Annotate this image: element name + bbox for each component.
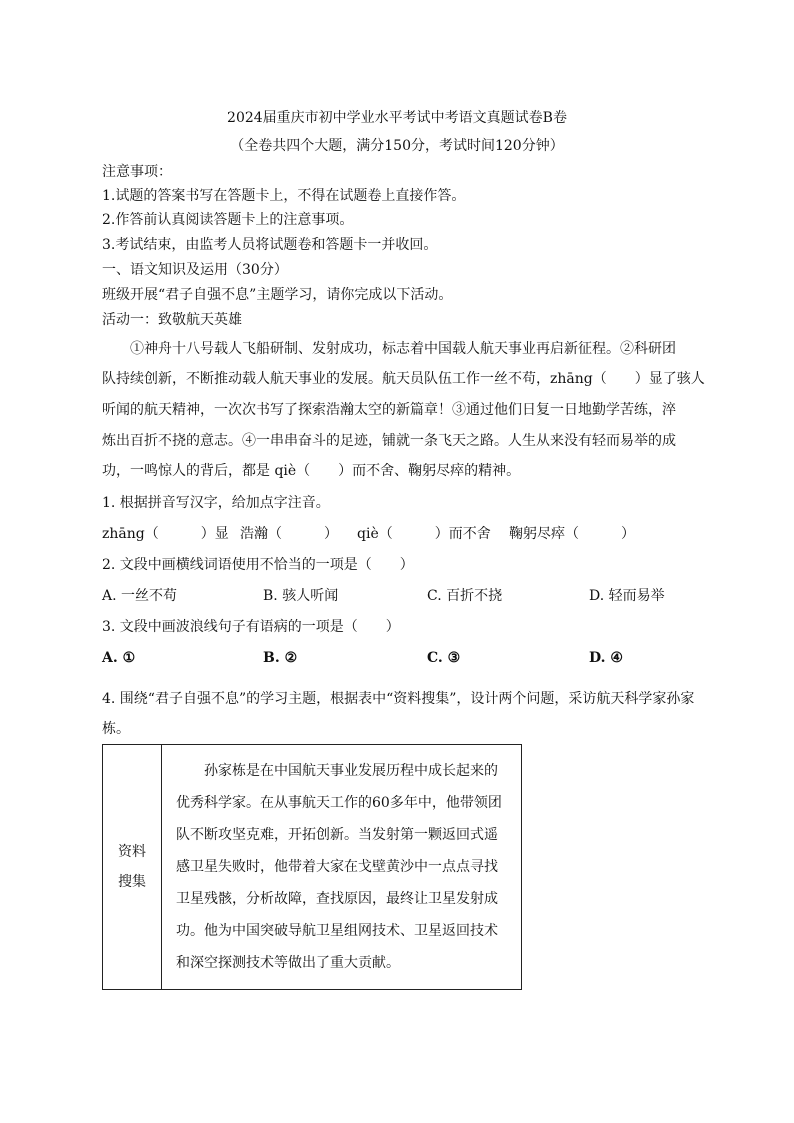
q2-option-a: A. 一丝不苟 [102,588,178,604]
exam-title: 2024届重庆市初中学业水平考试中考语文真题试卷B卷 [227,110,567,126]
section-intro: 班级开展“君子自强不息”主题学习，请你完成以下活动。 [102,287,453,303]
exam-subtitle: （全卷共四个大题，满分150分，考试时间120分钟） [230,138,564,154]
q1-blank-2: 浩瀚（ ） [240,526,338,542]
material-label-line-2: 搜集 [118,874,146,890]
material-table [102,744,522,990]
q3-option-b: B. ② [263,650,298,666]
notice-item-3: 3.考试结束，由监考人员将试题卷和答题卡一并收回。 [102,237,438,253]
notice-item-2: 2.作答前认真阅读答题卡上的注意事项。 [102,212,354,228]
question-1-stem: 1. 根据拼音写汉字，给加点字注音。 [102,495,330,511]
q3-option-a: A. ① [102,650,136,666]
question-3-stem: 3. 文段中画波浪线句子有语病的一项是（ ） [102,619,400,635]
material-table-row [103,745,522,990]
material-content-cell [162,745,522,990]
q1-blank-4: 鞠躬尽瘁（ ） [509,526,635,542]
material-label-line-1: 资料 [118,844,146,860]
passage-line-4: 炼出百折不挠的意志。④一串串奋斗的足迹，铺就一条飞天之路。人生从来没有轻而易举的成 [102,433,676,449]
passage-line-1: ①神舟十八号载人飞船研制、发射成功，标志着中国载人航天事业再启新征程。②科研团 [130,341,676,357]
question-2-stem: 2. 文段中画横线词语使用不恰当的一项是（ ） [102,557,414,573]
q2-option-b: B. 骇人听闻 [263,588,339,604]
notice-heading: 注意事项： [102,164,172,180]
section-heading: 一、语文知识及运用（30分） [102,262,288,278]
material-content-text: 孙家栋是在中国航天事业发展历程中成长起来的优秀科学家。在从事航天工作的60多年中，他带领团队不断攻坚克难，开拓创新。当发射第一颗返回式遥感卫星失败时，他带着大家在戈壁黄沙中一点点寻找卫星残骸，分析故障，查找原因，最终让卫星发射成功。他为中国突破导航卫星组网技术、卫星返回技术和深空探测技术等做出了重大贡献。 [176,763,502,971]
q2-option-d: D. 轻而易举 [589,588,665,604]
passage-line-3: 听闻的航天精神，一次次书写了探索浩瀚太空的新篇章！③通过他们日复一日地勤学苦练，淬 [102,402,676,418]
q1-blank-1: zhāng（ ）显 [102,526,229,542]
activity-title: 活动一：致敬航天英雄 [102,312,242,328]
q2-option-c: C. 百折不挠 [427,588,503,604]
question-4-stem-line-1: 4. 围绕“君子自强不息”的学习主题，根据表中“资料搜集”，设计两个问题，采访航天科学家孙家 [102,691,695,707]
question-4-stem-line-2: 栋。 [102,721,130,737]
q1-blank-3: qiè（ ）而不舍 [357,526,491,542]
material-label-cell [103,745,162,990]
notice-item-1: 1.试题的答案书写在答题卡上，不得在试题卷上直接作答。 [102,188,466,204]
passage-line-5: 功，一鸣惊人的背后，都是 qiè（ ）而不舍、鞠躬尽瘁的精神。 [102,463,521,479]
q3-option-c: C. ③ [427,650,461,666]
q3-option-d: D. ④ [589,650,623,666]
passage-line-2: 队持续创新，不断推动载人航天事业的发展。航天员队伍工作一丝不苟，zhāng（ ）显了骇人 [102,371,705,387]
